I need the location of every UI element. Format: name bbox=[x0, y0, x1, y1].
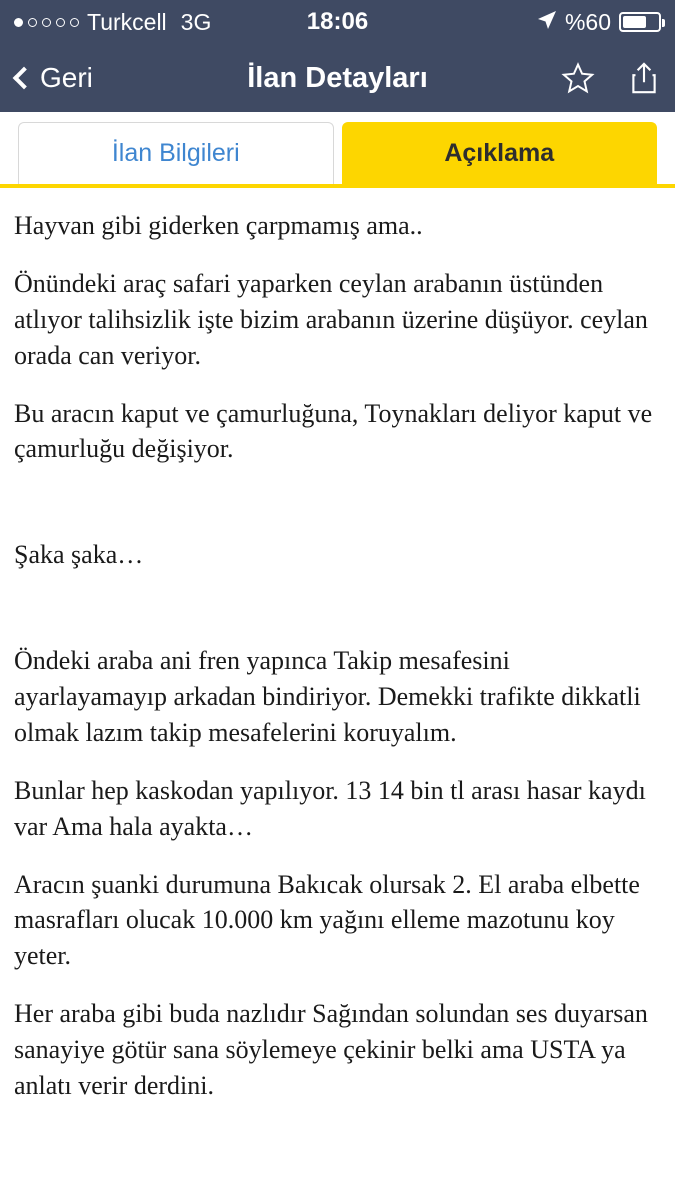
back-button-label: Geri bbox=[40, 62, 93, 93]
location-arrow-icon bbox=[537, 9, 557, 36]
tab-bar bbox=[0, 112, 675, 184]
star-icon[interactable] bbox=[561, 61, 595, 95]
navigation-actions bbox=[561, 61, 659, 95]
signal-strength-icon bbox=[14, 18, 79, 27]
description-paragraph: Hayvan gibi giderken çarpmamış ama.. bbox=[14, 211, 423, 240]
tab-aciklama-label: Açıklama bbox=[444, 139, 555, 167]
page-title: İlan Detayları bbox=[247, 61, 428, 94]
clock-label: 18:06 bbox=[306, 8, 369, 35]
description-paragraph: Her araba gibi buda nazlıdır Sağından solundan ses duyarsan sanayiye götür sana söylemeye çekinir belki ama USTA ya anlatı verir derdini. bbox=[14, 999, 648, 1100]
navigation-bar bbox=[0, 44, 675, 112]
status-bar bbox=[0, 0, 675, 44]
description-content bbox=[0, 188, 675, 1126]
description-paragraph: Bunlar hep kaskodan yapılıyor. 13 14 bin tl arası hasar kaydı var Ama hala ayakta… bbox=[14, 775, 646, 841]
chevron-left-icon bbox=[13, 67, 36, 90]
description-paragraph: Öndeki araba ani fren yapınca Takip mesafesini ayarlayamayıp arkadan bindiriyor. Demekki trafikte dikkatli olmak lazım takip mesafelerini koruyalım. bbox=[14, 646, 641, 747]
tab-ilan-bilgileri-label: İlan Bilgileri bbox=[111, 139, 240, 167]
description-paragraph: Aracın şuanki durumuna Bakıcak olursak 2. El araba elbette masrafları olucak 10.000 km yağını elleme mazotunu koy yeter. bbox=[14, 869, 640, 971]
description-paragraph: Bu aracın kaput ve çamurluğuna, Toynakları deliyor kaput ve çamurluğu değişiyor. bbox=[14, 398, 653, 464]
description-paragraph: Şaka şaka… bbox=[14, 540, 144, 570]
battery-icon bbox=[619, 12, 661, 32]
status-bar-right bbox=[537, 9, 661, 36]
battery-percent-label: %60 bbox=[564, 8, 611, 35]
status-bar-left bbox=[14, 9, 211, 36]
share-icon[interactable] bbox=[629, 61, 659, 95]
carrier-label: Turkcell bbox=[87, 8, 167, 35]
back-button[interactable] bbox=[16, 62, 93, 94]
tab-ilan-bilgileri[interactable] bbox=[18, 122, 334, 184]
tab-aciklama[interactable] bbox=[342, 122, 658, 184]
description-paragraph: Önündeki araç safari yaparken ceylan arabanın üstünden atlıyor talihsizlik işte bizim arabanın üzerine düşüyor. ceylan orada can veriyor. bbox=[14, 268, 648, 370]
network-type-label: 3G bbox=[180, 8, 212, 35]
